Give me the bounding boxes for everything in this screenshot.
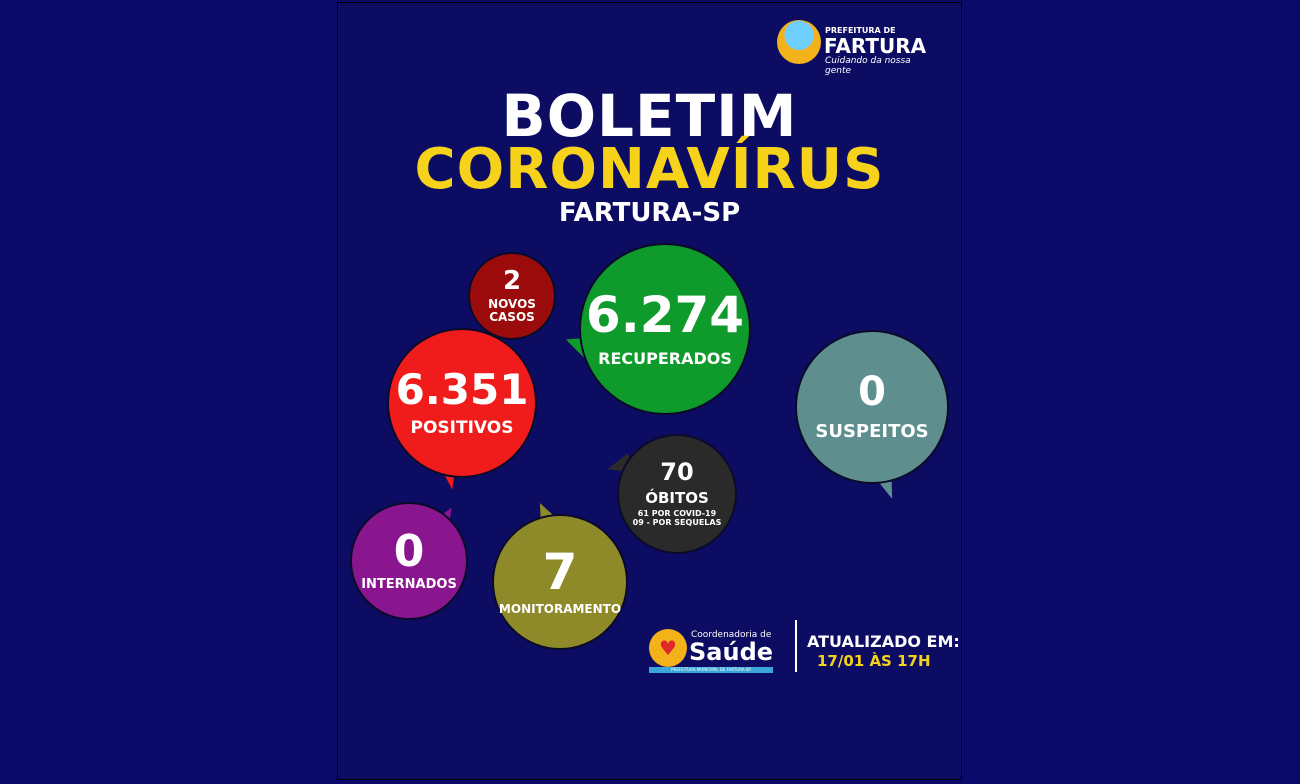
footer-divider <box>795 620 797 672</box>
logo-tagline: Cuidando da nossa gente <box>825 56 911 76</box>
internados-value: 0 <box>393 525 425 577</box>
suspeitos-bubble <box>795 330 949 484</box>
recuperados-value: 6.274 <box>585 286 745 345</box>
heart-icon: ♥ <box>649 629 687 667</box>
positivos-value: 6.351 <box>395 364 529 414</box>
logo-small-text: PREFEITURA DE <box>825 26 896 35</box>
recuperados-bubble <box>579 243 751 415</box>
recuperados-label: RECUPERADOS <box>598 349 732 369</box>
novos-casos-bubble <box>468 252 556 340</box>
obitos-bubble <box>617 434 737 554</box>
novos-casos-label1: NOVOS <box>488 296 536 311</box>
obitos-detail-sequelas: 09 - POR SEQUELAS <box>632 517 722 527</box>
obitos-label: ÓBITOS <box>645 489 709 508</box>
obitos-detail-covid: 61 POR COVID-19 <box>637 508 717 518</box>
saude-title: Saúde <box>689 638 774 666</box>
prefeitura-logo <box>777 20 937 76</box>
logo-title: FARTURA <box>824 34 927 58</box>
title-coronavirus: CORONAVÍRUS <box>414 137 885 202</box>
suspeitos-label: SUSPEITOS <box>815 421 929 443</box>
saude-logo <box>649 627 779 675</box>
updated-label: ATUALIZADO EM: <box>807 632 960 651</box>
suspeitos-value: 0 <box>858 369 886 416</box>
positivos-label: POSITIVOS <box>410 417 514 438</box>
title-boletim: BOLETIM <box>501 82 798 150</box>
monitoramento-label: MONITORAMENTO <box>498 602 622 617</box>
saude-bar-text: PREFEITURA MUNICIPAL DE FARTURA-SP <box>649 667 773 673</box>
title-city: FARTURA-SP <box>558 198 741 228</box>
novos-casos-value: 2 <box>502 265 522 296</box>
obitos-value: 70 <box>660 458 694 487</box>
prefeitura-emblem-icon <box>777 20 821 64</box>
saude-coord-text: Coordenadoria de <box>691 630 772 640</box>
internados-bubble <box>350 502 468 620</box>
positivos-bubble <box>387 328 537 478</box>
updated-value: 17/01 ÀS 17H <box>817 652 931 670</box>
bulletin-board <box>337 2 962 780</box>
monitoramento-bubble <box>492 514 628 650</box>
novos-casos-label2: CASOS <box>489 310 535 324</box>
monitoramento-value: 7 <box>542 543 578 602</box>
internados-label: INTERNADOS <box>361 576 457 592</box>
